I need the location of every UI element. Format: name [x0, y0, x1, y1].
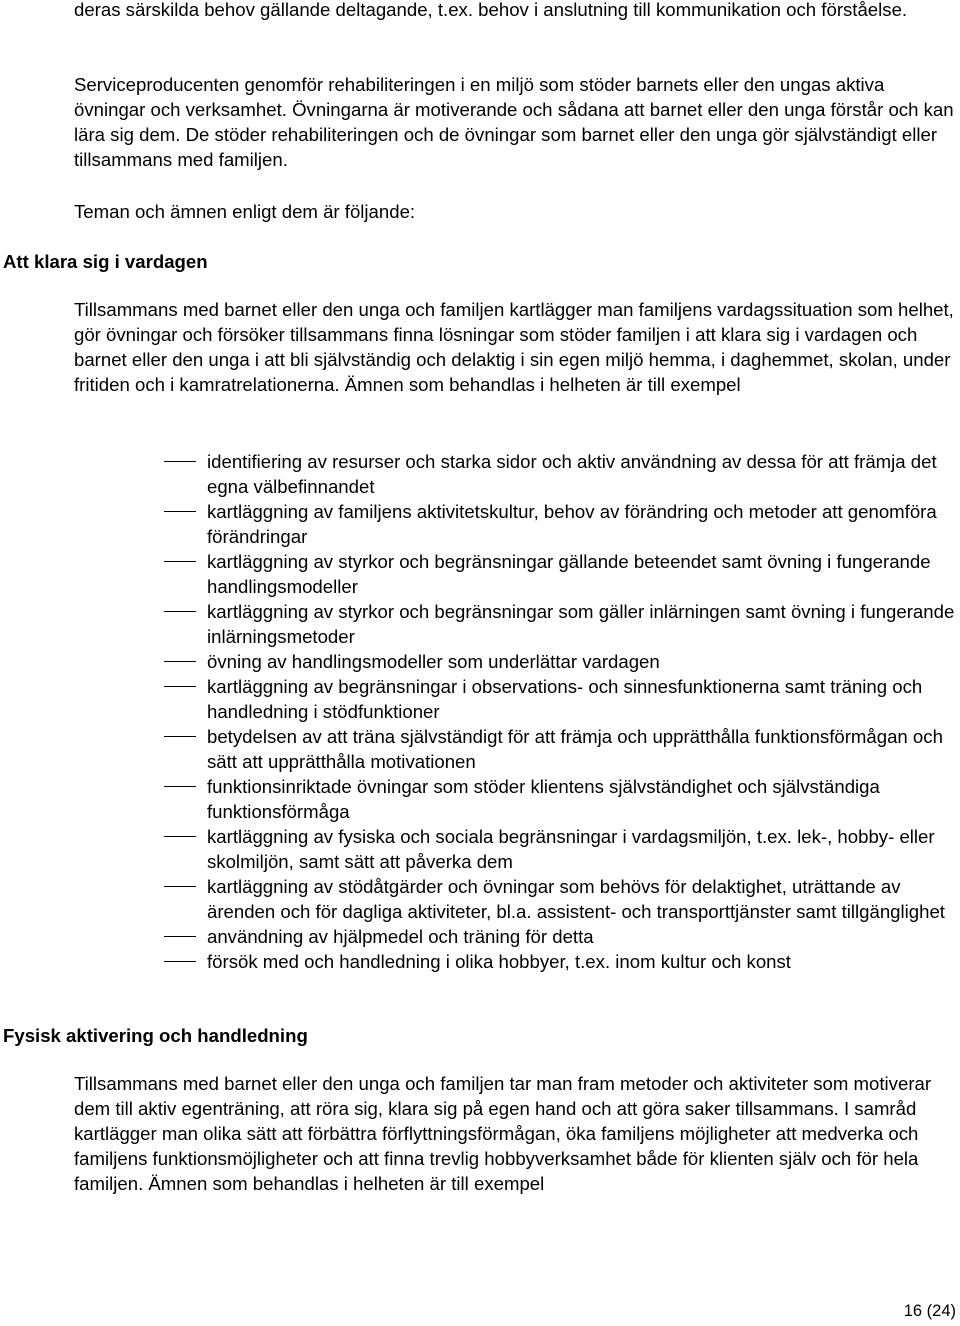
list-item: [164, 949, 960, 974]
dash-bullet-icon: [164, 836, 196, 837]
section-heading-daily-life: Att klara sig i vardagen: [3, 251, 208, 272]
list-item: [164, 449, 960, 499]
continuation-paragraph: deras särskilda behov gällande deltagande, t.ex. behov i anslutning till kommunikation och förståelse.: [74, 0, 908, 20]
service-paragraph: Serviceproducenten genomför rehabiliteringen i en miljö som stöder barnets eller den ungas aktiva övningar och verksamhet. Övningarna är motiverande och sådana att barnet eller den unga förstår och kan lära sig dem. De stöder rehabiliteringen och de övningar som barnet eller den unga gör självständigt eller tillsammans med familjen.: [74, 74, 954, 170]
list-item: [164, 674, 960, 724]
list-item: [164, 774, 960, 824]
list-item: [164, 724, 960, 774]
intro-paragraph: Teman och ämnen enligt dem är följande:: [74, 201, 416, 222]
daily-life-topic-list: [164, 449, 960, 974]
dash-bullet-icon: [164, 461, 196, 462]
dash-bullet-icon: [164, 961, 196, 962]
dash-bullet-icon: [164, 686, 196, 687]
dash-bullet-icon: [164, 786, 196, 787]
list-item-text: identifiering av resurser och starka sidor och aktiv användning av dessa för att främja det egna välbefinnandet: [207, 451, 937, 497]
section-heading-physical-activation: Fysisk aktivering och handledning: [3, 1025, 308, 1046]
dash-bullet-icon: [164, 886, 196, 887]
list-item: [164, 824, 960, 874]
dash-bullet-icon: [164, 511, 196, 512]
list-item-text: kartläggning av styrkor och begränsningar gällande beteendet samt övning i fungerande handlingsmodeller: [207, 551, 931, 597]
list-item: [164, 599, 960, 649]
list-item-text: kartläggning av familjens aktivitetskultur, behov av förändring och metoder att genomföra förändringar: [207, 501, 937, 547]
list-item: [164, 649, 960, 674]
dash-bullet-icon: [164, 936, 196, 937]
list-item: [164, 924, 960, 949]
list-item-text: kartläggning av fysiska och sociala begränsningar i vardagsmiljön, t.ex. lek-, hobby- eller skolmiljön, samt sätt att påverka dem: [207, 826, 935, 872]
list-item-text: kartläggning av stödåtgärder och övningar som behövs för delaktighet, uträttande av ärenden och för dagliga aktiviteter, bl.a. assistent- och transporttjänster samt tillgänglighet: [207, 876, 945, 922]
page-number: 16 (24): [903, 1302, 956, 1320]
daily-life-paragraph: Tillsammans med barnet eller den unga och familjen kartlägger man familjens vardagssituation som helhet, gör övningar och försöker tillsammans finna lösningar som stöder familjen i att klara sig i vardagen och barnet eller den unga i att bli självständig och delaktig i sin egen miljö hemma, i daghemmet, skolan, under fritiden och i kamratrelationerna. Ämnen som behandlas i helheten är till exempel: [74, 299, 954, 395]
list-item-text: kartläggning av begränsningar i observations- och sinnesfunktionerna samt träning och handledning i stödfunktioner: [207, 676, 923, 722]
dash-bullet-icon: [164, 661, 196, 662]
list-item-text: betydelsen av att träna självständigt för att främja och upprätthålla funktionsförmågan och sätt att upprätthålla motivationen: [207, 726, 943, 772]
list-item-text: kartläggning av styrkor och begränsningar som gäller inlärningen samt övning i fungerande inlärningsmetoder: [207, 601, 955, 647]
list-item: [164, 874, 960, 924]
list-item-text: användning av hjälpmedel och träning för detta: [207, 926, 594, 947]
list-item: [164, 499, 960, 549]
dash-bullet-icon: [164, 561, 196, 562]
list-item: [164, 549, 960, 599]
list-item-text: funktionsinriktade övningar som stöder klientens självständighet och självständiga funktionsförmåga: [207, 776, 880, 822]
dash-bullet-icon: [164, 611, 196, 612]
list-item-text: försök med och handledning i olika hobbyer, t.ex. inom kultur och konst: [207, 951, 791, 972]
dash-bullet-icon: [164, 736, 196, 737]
physical-activation-paragraph: Tillsammans med barnet eller den unga och familjen tar man fram metoder och aktiviteter som motiverar dem till aktiv egenträning, att röra sig, klara sig på egen hand och att göra saker tillsammans. I samråd kartlägger man olika sätt att förbättra förflyttningsförmågan, öka familjens möjligheter att medverka och familjens funktionsmöjligheter och att finna trevlig hobbyverksamhet både för klienten själv och för hela familjen. Ämnen som behandlas i helheten är till exempel: [74, 1073, 932, 1194]
list-item-text: övning av handlingsmodeller som underlättar vardagen: [207, 651, 660, 672]
